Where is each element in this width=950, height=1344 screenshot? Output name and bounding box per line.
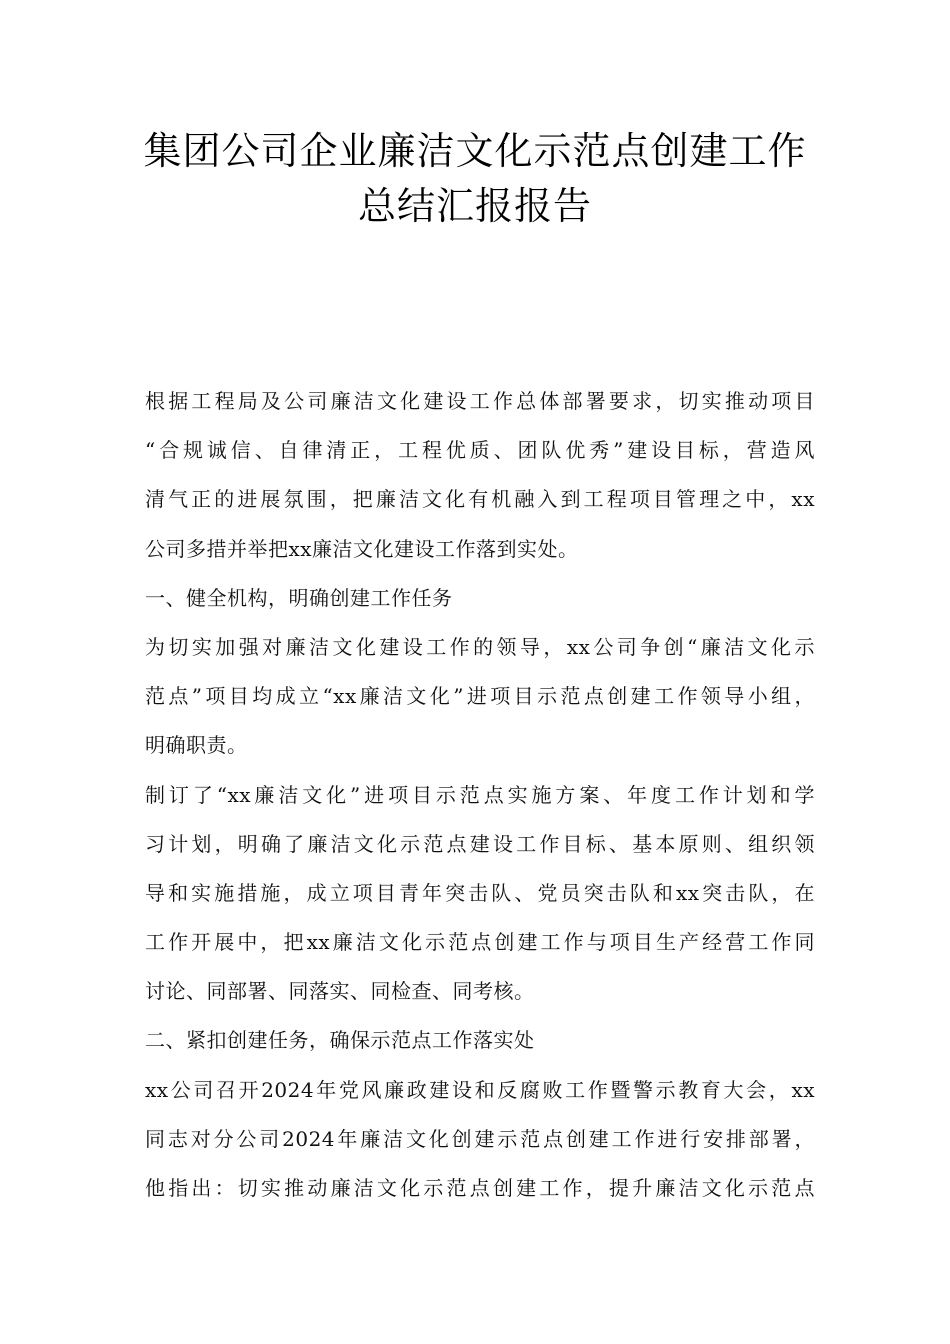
paragraph-line: 明确职责。 [145,733,248,758]
document-body [145,377,815,1213]
paragraph-line: 清气正的进展氛围，把廉洁文化有机融入到工程项目管理之中，xx [145,487,815,512]
section-heading: 一、健全机构，明确创建工作任务 [145,585,453,610]
paragraph-line: 讨论、同部署、同落实、同检查、同考核。 [145,979,535,1004]
paragraph-line: 制订了“xx廉洁文化”进项目示范点实施方案、年度工作计划和学 [145,782,815,807]
paragraph-line: “合规诚信、自律清正，工程优质、团队优秀”建设目标，营造风 [145,438,815,463]
title-line-2: 总结汇报报告 [357,184,592,228]
paragraph-line: 公司多措并举把xx廉洁文化建设工作落到实处。 [145,536,579,561]
paragraph-line: 同志对分公司2024年廉洁文化创建示范点创建工作进行安排部署， [145,1126,815,1151]
paragraph-line: 范点”项目均成立“xx廉洁文化”进项目示范点创建工作领导小组， [145,684,815,709]
section-heading: 二、紧扣创建任务，确保示范点工作落实处 [145,1028,535,1053]
paragraph-line: 导和实施措施，成立项目青年突击队、党员突击队和xx突击队，在 [145,880,815,905]
paragraph-line: 工作开展中，把xx廉洁文化示范点创建工作与项目生产经营工作同 [145,930,815,955]
paragraph-line: 根据工程局及公司廉洁文化建设工作总体部署要求，切实推动项目 [145,389,815,413]
paragraph-line: 他指出：切实推动廉洁文化示范点创建工作，提升廉洁文化示范点 [145,1176,815,1200]
title-line-1: 集团公司企业廉洁文化示范点创建工作 [143,129,807,173]
document-title [0,124,950,234]
paragraph-line: 为切实加强对廉洁文化建设工作的领导，xx公司争创“廉洁文化示 [145,634,815,659]
paragraph-line: xx公司召开2024年党风廉政建设和反腐败工作暨警示教育大会，xx [145,1077,815,1102]
paragraph-line: 习计划，明确了廉洁文化示范点建设工作目标、基本原则、组织领 [145,831,815,856]
